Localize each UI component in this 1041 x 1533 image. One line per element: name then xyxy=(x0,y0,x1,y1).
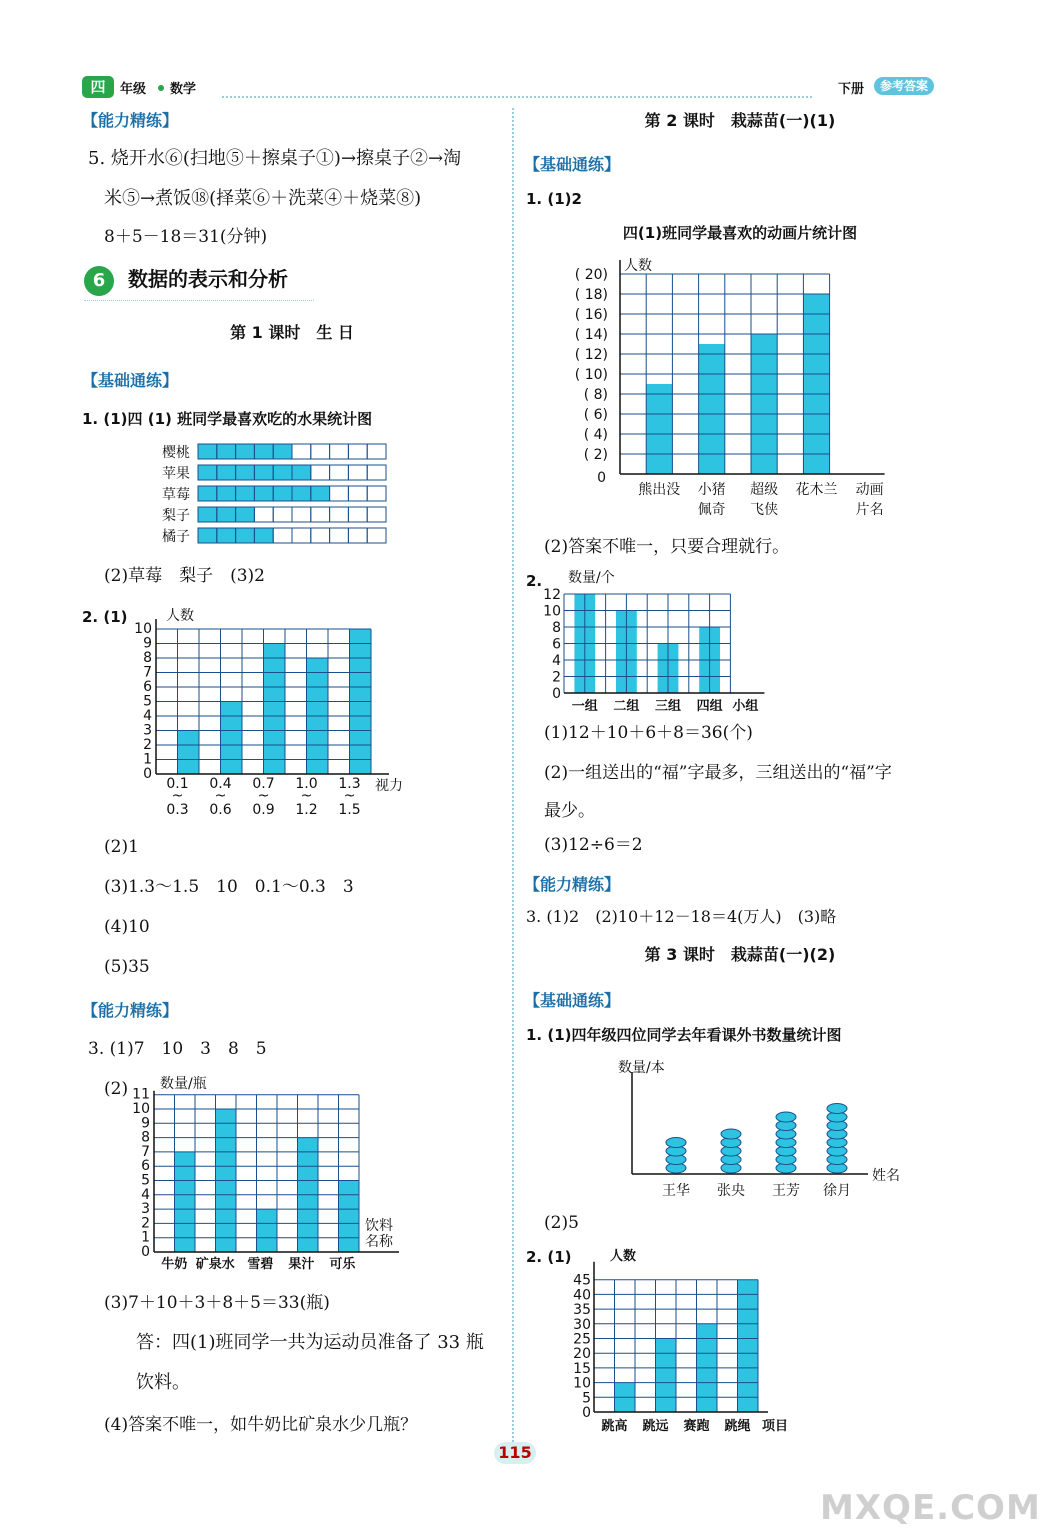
grid-cell xyxy=(367,465,386,480)
y-axis-label: 数量/本 xyxy=(618,1060,665,1076)
grid-cell xyxy=(348,507,367,522)
x-axis-label: 小组 xyxy=(732,699,759,714)
y-tick-label: 15 xyxy=(573,1360,591,1377)
y-tick-label: 10 xyxy=(573,1375,591,1392)
range-tilde: ~ xyxy=(300,788,313,804)
lesson-title: 第 1 课时 生 日 xyxy=(230,323,354,342)
y-tick-label: ( 16) xyxy=(574,307,608,323)
grade-badge: 四 xyxy=(82,76,114,98)
category-label: 可乐 xyxy=(329,1257,356,1272)
y-tick-label: 35 xyxy=(573,1302,591,1319)
y-tick-label: 6 xyxy=(141,1158,150,1175)
category-label: 徐月 xyxy=(823,1183,851,1199)
grid-cell xyxy=(330,507,349,522)
chapter-number-badge: 6 xyxy=(84,266,114,296)
bar xyxy=(738,1280,759,1412)
grid-cell xyxy=(367,528,386,543)
category-label: 一组 xyxy=(571,699,598,714)
y-tick-label: 20 xyxy=(573,1346,591,1363)
y-tick-label: 9 xyxy=(143,635,152,652)
bar xyxy=(803,294,829,474)
category-label: 樱桃 xyxy=(162,445,190,461)
r-q2b-label: 2. (1) xyxy=(526,1248,572,1266)
category-label: 果汁 xyxy=(288,1257,315,1272)
r-q2-answer-2-line1: (2)一组送出的“福”字最多，三组送出的“福”字 xyxy=(544,763,892,783)
y-tick-label: 2 xyxy=(143,737,152,753)
r-q3-answer: 3. (1)2 (2)10＋12－18＝4(万人) (3)略 xyxy=(526,907,837,926)
header-bar xyxy=(82,76,942,100)
x-axis-label: 项目 xyxy=(762,1419,789,1434)
y-tick-label: ( 20) xyxy=(574,267,608,283)
y-tick-label: ( 4) xyxy=(583,427,608,443)
grid-cell xyxy=(292,507,311,522)
section-tag: 【能力精练】 xyxy=(82,111,179,130)
y-tick-label: 7 xyxy=(141,1143,150,1160)
lesson-title: 第 2 课时 栽蒜苗(一)(1) xyxy=(644,111,836,130)
x-axis-label: 饮料 xyxy=(365,1218,393,1234)
y-tick-label: ( 10) xyxy=(574,367,608,383)
q3-answer-3: (3)7＋10＋3＋8＋5＝33(瓶) xyxy=(104,1293,330,1313)
r-q2-answer-2-line2: 最少。 xyxy=(544,801,595,821)
grade-label: 年级 xyxy=(120,82,147,97)
x-axis-label: 姓名 xyxy=(872,1168,900,1184)
q5-line1: 5. 烧开水⑥(扫地⑤＋擦桌子①)→擦桌子②→淘 xyxy=(88,148,462,169)
grid-cell xyxy=(273,528,292,543)
y-tick-label: 30 xyxy=(573,1316,591,1333)
category-label: 超级 xyxy=(750,482,779,498)
y-tick-label: 8 xyxy=(141,1129,150,1146)
y-tick-label: 3 xyxy=(141,1201,150,1218)
bar xyxy=(264,644,286,775)
grid-cell xyxy=(348,465,367,480)
section-tag: 【能力精练】 xyxy=(524,875,621,894)
category-label: 1.2 xyxy=(295,802,318,818)
category-label: 0.6 xyxy=(209,802,232,818)
bar xyxy=(198,486,330,501)
grid-cell xyxy=(330,444,349,459)
r-q1-chart-title: 四(1)班同学最喜欢的动画片统计图 xyxy=(622,224,858,242)
category-label: 1.3 xyxy=(338,776,361,792)
y-tick-label: 8 xyxy=(143,650,152,666)
y-tick-label: 5 xyxy=(143,693,152,710)
q5-line3: 8＋5－18＝31(分钟) xyxy=(104,227,268,247)
y-axis-label: 人数 xyxy=(624,258,652,274)
grid-cell xyxy=(311,528,330,543)
bar xyxy=(221,702,243,775)
y-tick-label: 12 xyxy=(543,587,561,603)
category-label: 0.9 xyxy=(252,802,275,818)
x-axis-label: 视力 xyxy=(375,778,403,794)
x-axis-label: 动画 xyxy=(855,482,884,498)
x-axis-label: 片名 xyxy=(855,502,884,518)
bar xyxy=(646,384,672,474)
chapter-rule xyxy=(84,300,314,301)
grid-cell xyxy=(311,507,330,522)
r-q2-answer-1: (1)12＋10＋6＋8＝36(个) xyxy=(544,723,753,743)
grid-cell xyxy=(292,528,311,543)
chapter-title: 数据的表示和分析 xyxy=(128,267,288,291)
y-tick-label: 0 xyxy=(582,1405,591,1421)
y-tick-label: 9 xyxy=(141,1115,150,1132)
range-tilde: ~ xyxy=(214,788,227,804)
r-q2-answer-3: (3)12÷6＝2 xyxy=(544,835,643,855)
q2-answer-5: (5)35 xyxy=(104,957,150,977)
dot-separator xyxy=(158,85,164,91)
y-tick-label: ( 14) xyxy=(574,327,608,343)
range-tilde: ~ xyxy=(257,788,270,804)
section-tag: 【基础通练】 xyxy=(524,991,621,1010)
bar xyxy=(178,731,200,775)
pictograph-unit xyxy=(827,1104,847,1114)
r-q1b-title: 1. (1)四年级四位同学去年看课外书数量统计图 xyxy=(526,1026,842,1044)
y-tick-label: 0 xyxy=(597,470,606,486)
grid-cell xyxy=(367,486,386,501)
grid-cell xyxy=(367,507,386,522)
y-tick-label: 4 xyxy=(552,653,561,669)
y-tick-label: 0 xyxy=(552,686,561,702)
range-tilde: ~ xyxy=(343,788,356,804)
watermark: MXQE.COM xyxy=(820,1488,1041,1528)
bar xyxy=(257,1209,278,1252)
q2-label: 2. (1) xyxy=(82,608,128,626)
category-label: 飞侠 xyxy=(750,502,779,518)
range-tilde: ~ xyxy=(171,788,184,804)
column-divider xyxy=(512,108,514,1458)
y-axis-label: 人数 xyxy=(610,1249,637,1264)
category-label: 0.4 xyxy=(209,776,232,792)
bar xyxy=(751,334,777,474)
x-axis-label: 名称 xyxy=(365,1234,393,1250)
q3-answer-1: 3. (1)7 10 3 8 5 xyxy=(88,1039,267,1059)
y-tick-label: 6 xyxy=(552,636,561,653)
answer-tag: 参考答案 xyxy=(874,77,934,95)
category-label: 小猪 xyxy=(697,482,726,498)
fu-chart xyxy=(534,566,774,716)
y-tick-label: 2 xyxy=(552,669,561,686)
cartoon-chart xyxy=(570,252,920,524)
pictograph-unit xyxy=(721,1129,741,1139)
grid-cell xyxy=(311,465,330,480)
y-tick-label: 10 xyxy=(134,621,152,637)
category-label: 苹果 xyxy=(162,466,190,482)
section-tag: 【基础通练】 xyxy=(524,155,621,174)
q3-label-2: (2) xyxy=(104,1079,129,1099)
y-tick-label: 11 xyxy=(132,1086,150,1103)
category-label: 佩奇 xyxy=(697,502,726,518)
r-q1b-answer-2: (2)5 xyxy=(544,1213,579,1233)
category-label: 三组 xyxy=(654,699,682,714)
grid-cell xyxy=(348,528,367,543)
grid-cell xyxy=(254,507,273,522)
y-tick-label: 1 xyxy=(141,1229,150,1246)
category-label: 1.0 xyxy=(295,776,318,792)
category-label: 张央 xyxy=(717,1183,745,1199)
category-label: 跳高 xyxy=(601,1419,628,1434)
q1-title: 1. (1)四 (1) 班同学最喜欢吃的水果统计图 xyxy=(82,410,373,428)
y-tick-label: 6 xyxy=(143,679,152,695)
fruit-chart xyxy=(150,438,390,548)
y-tick-label: 3 xyxy=(143,722,152,739)
category-label: 0.1 xyxy=(166,776,189,792)
category-label: 跳远 xyxy=(642,1419,669,1434)
category-label: 四组 xyxy=(696,699,723,714)
y-tick-label: 5 xyxy=(141,1172,150,1189)
y-axis-label: 人数 xyxy=(166,608,194,624)
header-rule xyxy=(222,96,812,98)
y-tick-label: 5 xyxy=(582,1390,591,1407)
section-tag: 【能力精练】 xyxy=(82,1001,179,1020)
category-label: 牛奶 xyxy=(161,1257,188,1272)
books-chart xyxy=(610,1052,920,1202)
y-tick-label: 4 xyxy=(143,708,152,724)
y-tick-label: 0 xyxy=(141,1244,150,1260)
category-label: 赛跑 xyxy=(683,1419,710,1434)
r-q1-answer-2: (2)答案不唯一，只要合理就行。 xyxy=(544,537,790,557)
y-tick-label: 0 xyxy=(143,766,152,782)
category-label: 橘子 xyxy=(162,529,190,545)
drinks-chart xyxy=(128,1074,418,1280)
category-label: 0.3 xyxy=(166,802,189,818)
vision-chart xyxy=(130,600,420,822)
y-tick-label: ( 8) xyxy=(583,387,608,403)
volume-label: 下册 xyxy=(838,82,865,97)
pictograph-unit xyxy=(776,1112,796,1122)
grid-cell xyxy=(330,528,349,543)
grid-cell xyxy=(348,444,367,459)
y-tick-label: ( 2) xyxy=(583,447,608,463)
bar xyxy=(198,507,254,522)
bar xyxy=(656,1339,677,1413)
y-tick-label: 45 xyxy=(573,1272,591,1289)
grid-cell xyxy=(367,444,386,459)
y-tick-label: 8 xyxy=(552,620,561,636)
category-label: 王华 xyxy=(662,1183,690,1199)
y-tick-label: 10 xyxy=(132,1101,150,1117)
category-label: 矿泉水 xyxy=(195,1257,235,1272)
bar xyxy=(339,1181,360,1253)
y-tick-label: 7 xyxy=(143,664,152,681)
y-tick-label: 25 xyxy=(573,1331,591,1348)
y-tick-label: 1 xyxy=(143,751,152,768)
pictograph-unit xyxy=(666,1138,686,1148)
q3-answer-line1: 答：四(1)班同学一共为运动员准备了 33 瓶 xyxy=(136,1332,484,1353)
category-label: 0.7 xyxy=(252,776,275,792)
y-axis-label: 数量/个 xyxy=(568,570,615,586)
q5-line2: 米⑤→煮饭⑱(择菜⑥＋洗菜④＋烧菜⑧) xyxy=(104,188,422,209)
q2-answer-2: (2)1 xyxy=(104,837,139,857)
y-tick-label: ( 18) xyxy=(574,287,608,303)
category-label: 花木兰 xyxy=(795,482,838,498)
category-label: 二组 xyxy=(613,699,640,714)
r-q1-answer-1: 1. (1)2 xyxy=(526,190,582,208)
grid-cell xyxy=(292,444,311,459)
r-q2-label: 2. xyxy=(526,572,543,590)
page-number-badge: 115 xyxy=(494,1442,536,1464)
grid-cell xyxy=(330,486,349,501)
category-label: 雪碧 xyxy=(247,1257,274,1272)
section-tag: 【基础通练】 xyxy=(82,371,179,390)
category-label: 梨子 xyxy=(162,508,190,524)
category-label: 1.5 xyxy=(338,802,361,818)
grid-cell xyxy=(311,444,330,459)
category-label: 跳绳 xyxy=(724,1419,751,1434)
y-tick-label: 40 xyxy=(573,1287,591,1304)
y-tick-label: 2 xyxy=(141,1215,150,1232)
category-label: 草莓 xyxy=(162,487,190,503)
q2-answer-3: (3)1.3～1.5 10 0.1～0.3 3 xyxy=(104,877,354,897)
sports-chart xyxy=(560,1244,830,1436)
grid-cell xyxy=(348,486,367,501)
y-tick-label: ( 6) xyxy=(583,407,608,423)
category-label: 王芳 xyxy=(772,1183,800,1199)
q2-answer-4: (4)10 xyxy=(104,917,150,937)
y-axis-label: 数量/瓶 xyxy=(160,1076,207,1092)
bar xyxy=(198,444,292,459)
category-label: 熊出没 xyxy=(638,482,681,498)
q3-answer-4: (4)答案不唯一，如牛奶比矿泉水少几瓶？ xyxy=(104,1415,418,1435)
q3-answer-line2: 饮料。 xyxy=(136,1372,190,1393)
grid-cell xyxy=(330,465,349,480)
bar xyxy=(175,1152,196,1252)
y-tick-label: ( 12) xyxy=(574,347,608,363)
y-tick-label: 4 xyxy=(141,1186,150,1203)
grid-cell xyxy=(273,507,292,522)
lesson-title: 第 3 课时 栽蒜苗(一)(2) xyxy=(644,945,836,964)
subject-label: 数学 xyxy=(170,82,197,97)
y-tick-label: 10 xyxy=(543,603,561,620)
q1-answer: (2)草莓 梨子 (3)2 xyxy=(104,566,265,586)
